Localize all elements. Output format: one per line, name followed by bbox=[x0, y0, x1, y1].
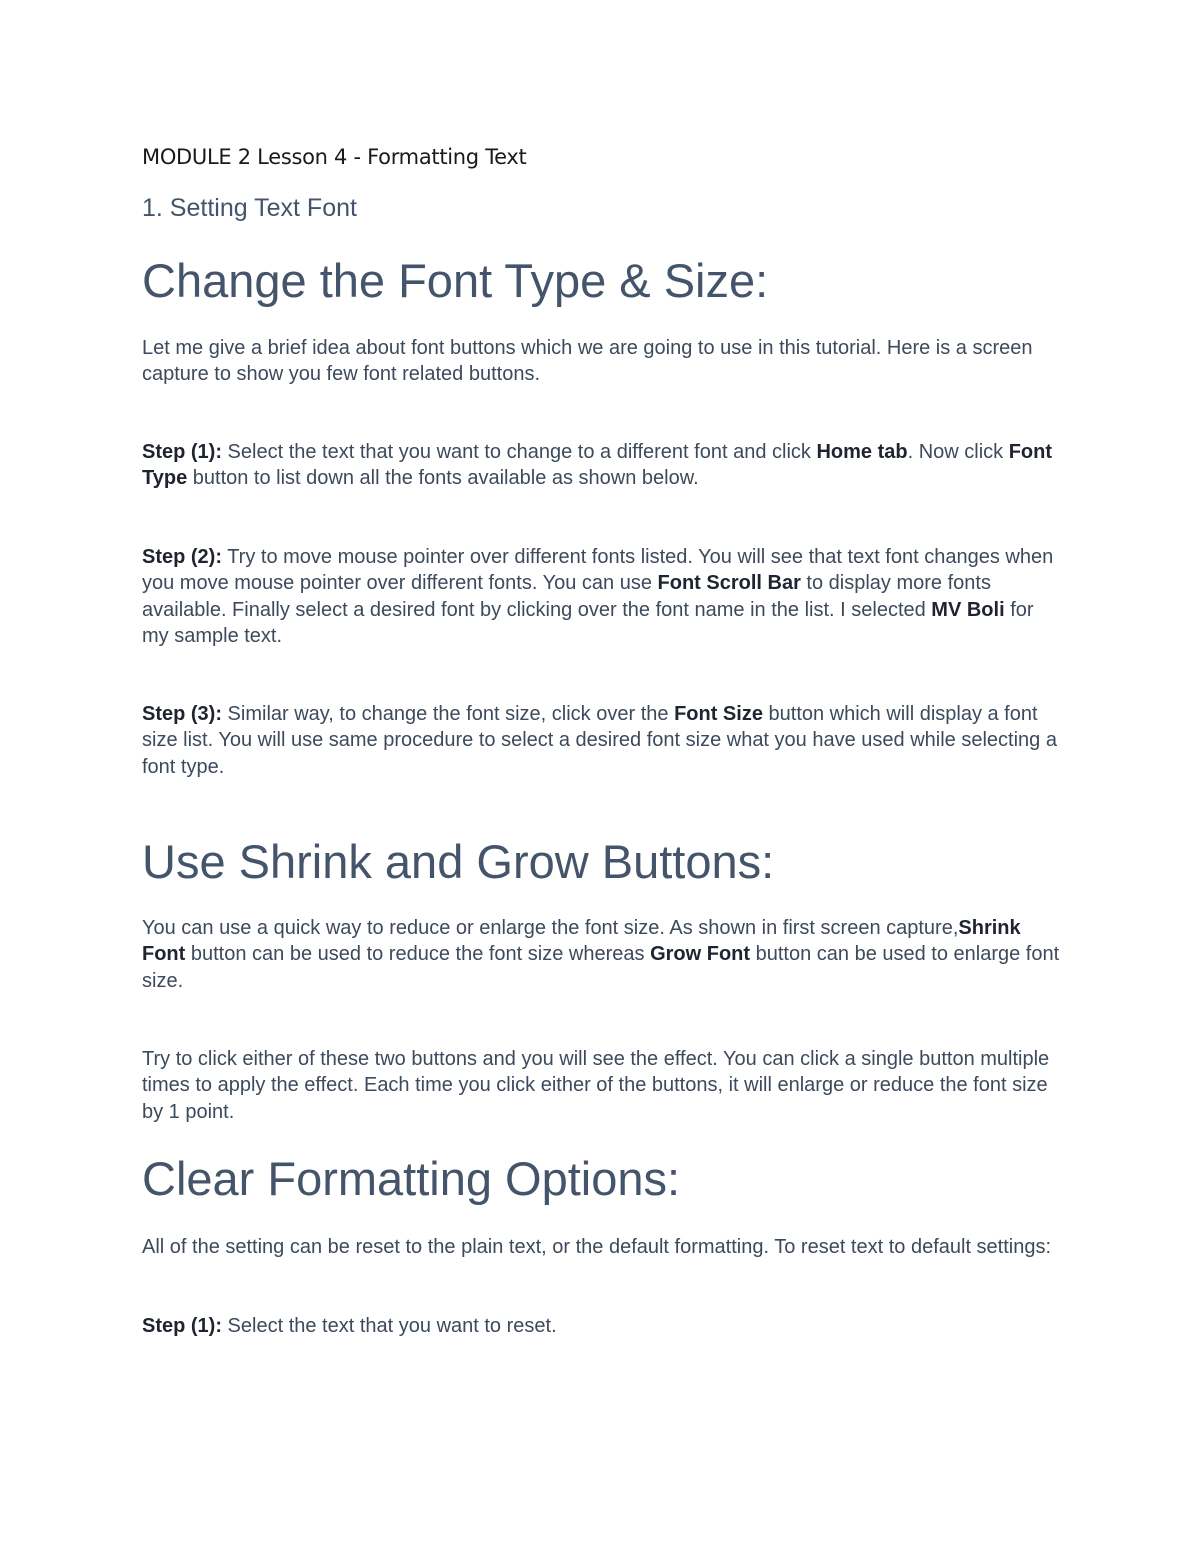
heading-shrink-grow: Use Shrink and Grow Buttons: bbox=[142, 835, 775, 888]
text-run: to display more fonts available. Finally select a desired font by clicking over the font name in the list. I selected bbox=[142, 572, 991, 621]
paragraph-font-step-2 bbox=[142, 544, 1062, 649]
text-run: for my sample text. bbox=[142, 598, 1034, 647]
step-label: Step (3): bbox=[142, 703, 222, 725]
step-label: Step (2): bbox=[142, 546, 222, 568]
text-run: . Now click bbox=[907, 441, 1009, 463]
text-run: button can be used to enlarge font size. bbox=[142, 943, 1060, 992]
step-label: Step (1): bbox=[142, 1315, 222, 1337]
module-title: MODULE 2 Lesson 4 - Formatting Text bbox=[142, 145, 527, 169]
paragraph-clear-intro: All of the setting can be reset to the plain text, or the default formatting. To reset text to default settings: bbox=[142, 1236, 1052, 1258]
paragraph-font-step-3 bbox=[142, 701, 1062, 780]
bold-term: Font Type bbox=[142, 441, 1053, 490]
text-run: Try to move mouse pointer over different fonts listed. You will see that text font changes when you move mouse pointer over different fonts. You can use bbox=[142, 546, 1054, 595]
text-run: button which will display a font size list. You will use same procedure to select a desired font size what you have used while selecting a font type. bbox=[142, 703, 1057, 778]
step-label: Step (1): bbox=[142, 441, 222, 463]
text-run: Similar way, to change the font size, click over the bbox=[222, 703, 675, 725]
paragraph-font-intro: Let me give a brief idea about font buttons which we are going to use in this tutorial. Here is a screen capture to show you few font related buttons. bbox=[142, 337, 1033, 386]
bold-term: Font Scroll Bar bbox=[657, 572, 801, 595]
subheading: 1. Setting Text Font bbox=[142, 194, 357, 222]
paragraph-font-step-1 bbox=[142, 439, 1062, 492]
paragraph-shrink-grow-2: Try to click either of these two buttons and you will see the effect. You can click a single button multiple times to apply the effect. Each time you click either of the buttons, it will enlarge or reduce the font size by 1 point. bbox=[142, 1048, 1050, 1123]
text-run: button to list down all the fonts available as shown below. bbox=[187, 467, 699, 490]
text-run: button can be used to reduce the font size whereas bbox=[185, 943, 651, 966]
bold-term: MV Boli bbox=[931, 598, 1005, 621]
paragraph-shrink-grow-1 bbox=[142, 915, 1062, 994]
text-run: Select the text that you want to change to a different font and click bbox=[222, 441, 817, 463]
paragraph-clear-step-1 bbox=[142, 1313, 1062, 1339]
bold-term: Grow Font bbox=[650, 943, 751, 966]
heading-clear-formatting: Clear Formatting Options: bbox=[142, 1152, 681, 1205]
bold-term: Font Size bbox=[674, 703, 763, 725]
bold-term: Home tab bbox=[816, 441, 908, 463]
text-run: Select the text that you want to reset. bbox=[222, 1315, 557, 1337]
bold-term: Shrink Font bbox=[142, 917, 1021, 966]
heading-change-font: Change the Font Type & Size: bbox=[142, 254, 769, 307]
text-run: You can use a quick way to reduce or enlarge the font size. As shown in first screen capture, bbox=[142, 917, 959, 939]
